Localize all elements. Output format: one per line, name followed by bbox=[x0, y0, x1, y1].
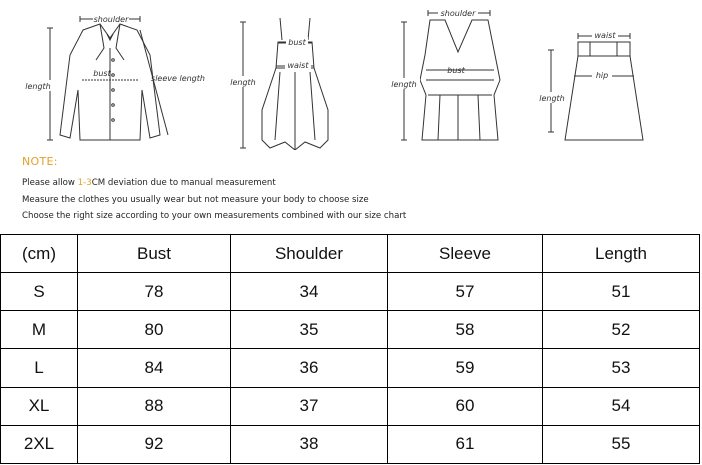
dress-bust-label: bust bbox=[288, 38, 306, 47]
skirt-illustration bbox=[538, 30, 643, 140]
table-row bbox=[1, 349, 700, 387]
header-sleeve: Sleeve bbox=[388, 235, 543, 273]
size-cell: M bbox=[1, 311, 78, 349]
bust-cell: 78 bbox=[78, 273, 231, 311]
note-line-1-highlight: 1-3 bbox=[77, 178, 92, 188]
table-row bbox=[1, 425, 700, 463]
tank-length-label: length bbox=[391, 80, 417, 89]
skirt-hip-label: hip bbox=[595, 71, 609, 80]
note-line-1-pre: Please allow bbox=[22, 178, 78, 188]
shirt-illustration bbox=[24, 13, 205, 140]
bust-cell: 80 bbox=[78, 311, 231, 349]
size-cell: L bbox=[1, 349, 78, 387]
tank-shoulder-label: shoulder bbox=[440, 9, 476, 18]
header-bust: Bust bbox=[78, 235, 231, 273]
shirt-length-label: length bbox=[25, 82, 51, 91]
table-row bbox=[1, 311, 700, 349]
note-title: NOTE: bbox=[22, 155, 58, 168]
length-cell: 51 bbox=[543, 273, 700, 311]
shoulder-cell: 35 bbox=[231, 311, 388, 349]
sleeve-cell: 61 bbox=[388, 425, 543, 463]
size-chart-table bbox=[0, 234, 700, 464]
length-cell: 55 bbox=[543, 425, 700, 463]
skirt-length-label: length bbox=[539, 94, 565, 103]
table-row bbox=[1, 387, 700, 425]
garment-illustrations bbox=[0, 0, 702, 150]
shoulder-cell: 37 bbox=[231, 387, 388, 425]
header-shoulder: Shoulder bbox=[231, 235, 388, 273]
header-unit: (cm) bbox=[1, 235, 78, 273]
sleeve-cell: 57 bbox=[388, 273, 543, 311]
size-cell: XL bbox=[1, 387, 78, 425]
length-cell: 53 bbox=[543, 349, 700, 387]
sleeve-cell: 59 bbox=[388, 349, 543, 387]
table-header-row bbox=[1, 235, 700, 273]
bust-cell: 88 bbox=[78, 387, 231, 425]
tank-bust-label: bust bbox=[447, 66, 465, 75]
dress-waist-label: waist bbox=[287, 61, 309, 70]
skirt-waist-label: waist bbox=[594, 31, 616, 40]
length-cell: 52 bbox=[543, 311, 700, 349]
measurement-guide bbox=[0, 0, 702, 232]
shirt-shoulder-label: shoulder bbox=[93, 15, 129, 24]
shoulder-cell: 36 bbox=[231, 349, 388, 387]
note-line-1 bbox=[22, 175, 406, 192]
shirt-bust-label: bust bbox=[93, 69, 111, 78]
note-line-1-post: CM deviation due to manual measurement bbox=[91, 178, 276, 188]
table-row bbox=[1, 273, 700, 311]
shirt-sleeve-label: sleeve length bbox=[151, 74, 205, 83]
dress-length-label: length bbox=[230, 78, 256, 87]
length-cell: 54 bbox=[543, 387, 700, 425]
note-section bbox=[22, 155, 406, 225]
shoulder-cell: 38 bbox=[231, 425, 388, 463]
size-cell: 2XL bbox=[1, 425, 78, 463]
sleeve-cell: 58 bbox=[388, 311, 543, 349]
shoulder-cell: 34 bbox=[231, 273, 388, 311]
size-cell: S bbox=[1, 273, 78, 311]
bust-cell: 92 bbox=[78, 425, 231, 463]
bust-cell: 84 bbox=[78, 349, 231, 387]
header-length: Length bbox=[543, 235, 700, 273]
note-line-2: Measure the clothes you usually wear but not measure your body to choose size bbox=[22, 194, 369, 205]
sleeve-cell: 60 bbox=[388, 387, 543, 425]
dress-illustration bbox=[228, 18, 328, 150]
tank-illustration bbox=[390, 7, 500, 140]
note-line-3: Choose the right size according to your own measurements combined with our size chart bbox=[22, 211, 407, 221]
